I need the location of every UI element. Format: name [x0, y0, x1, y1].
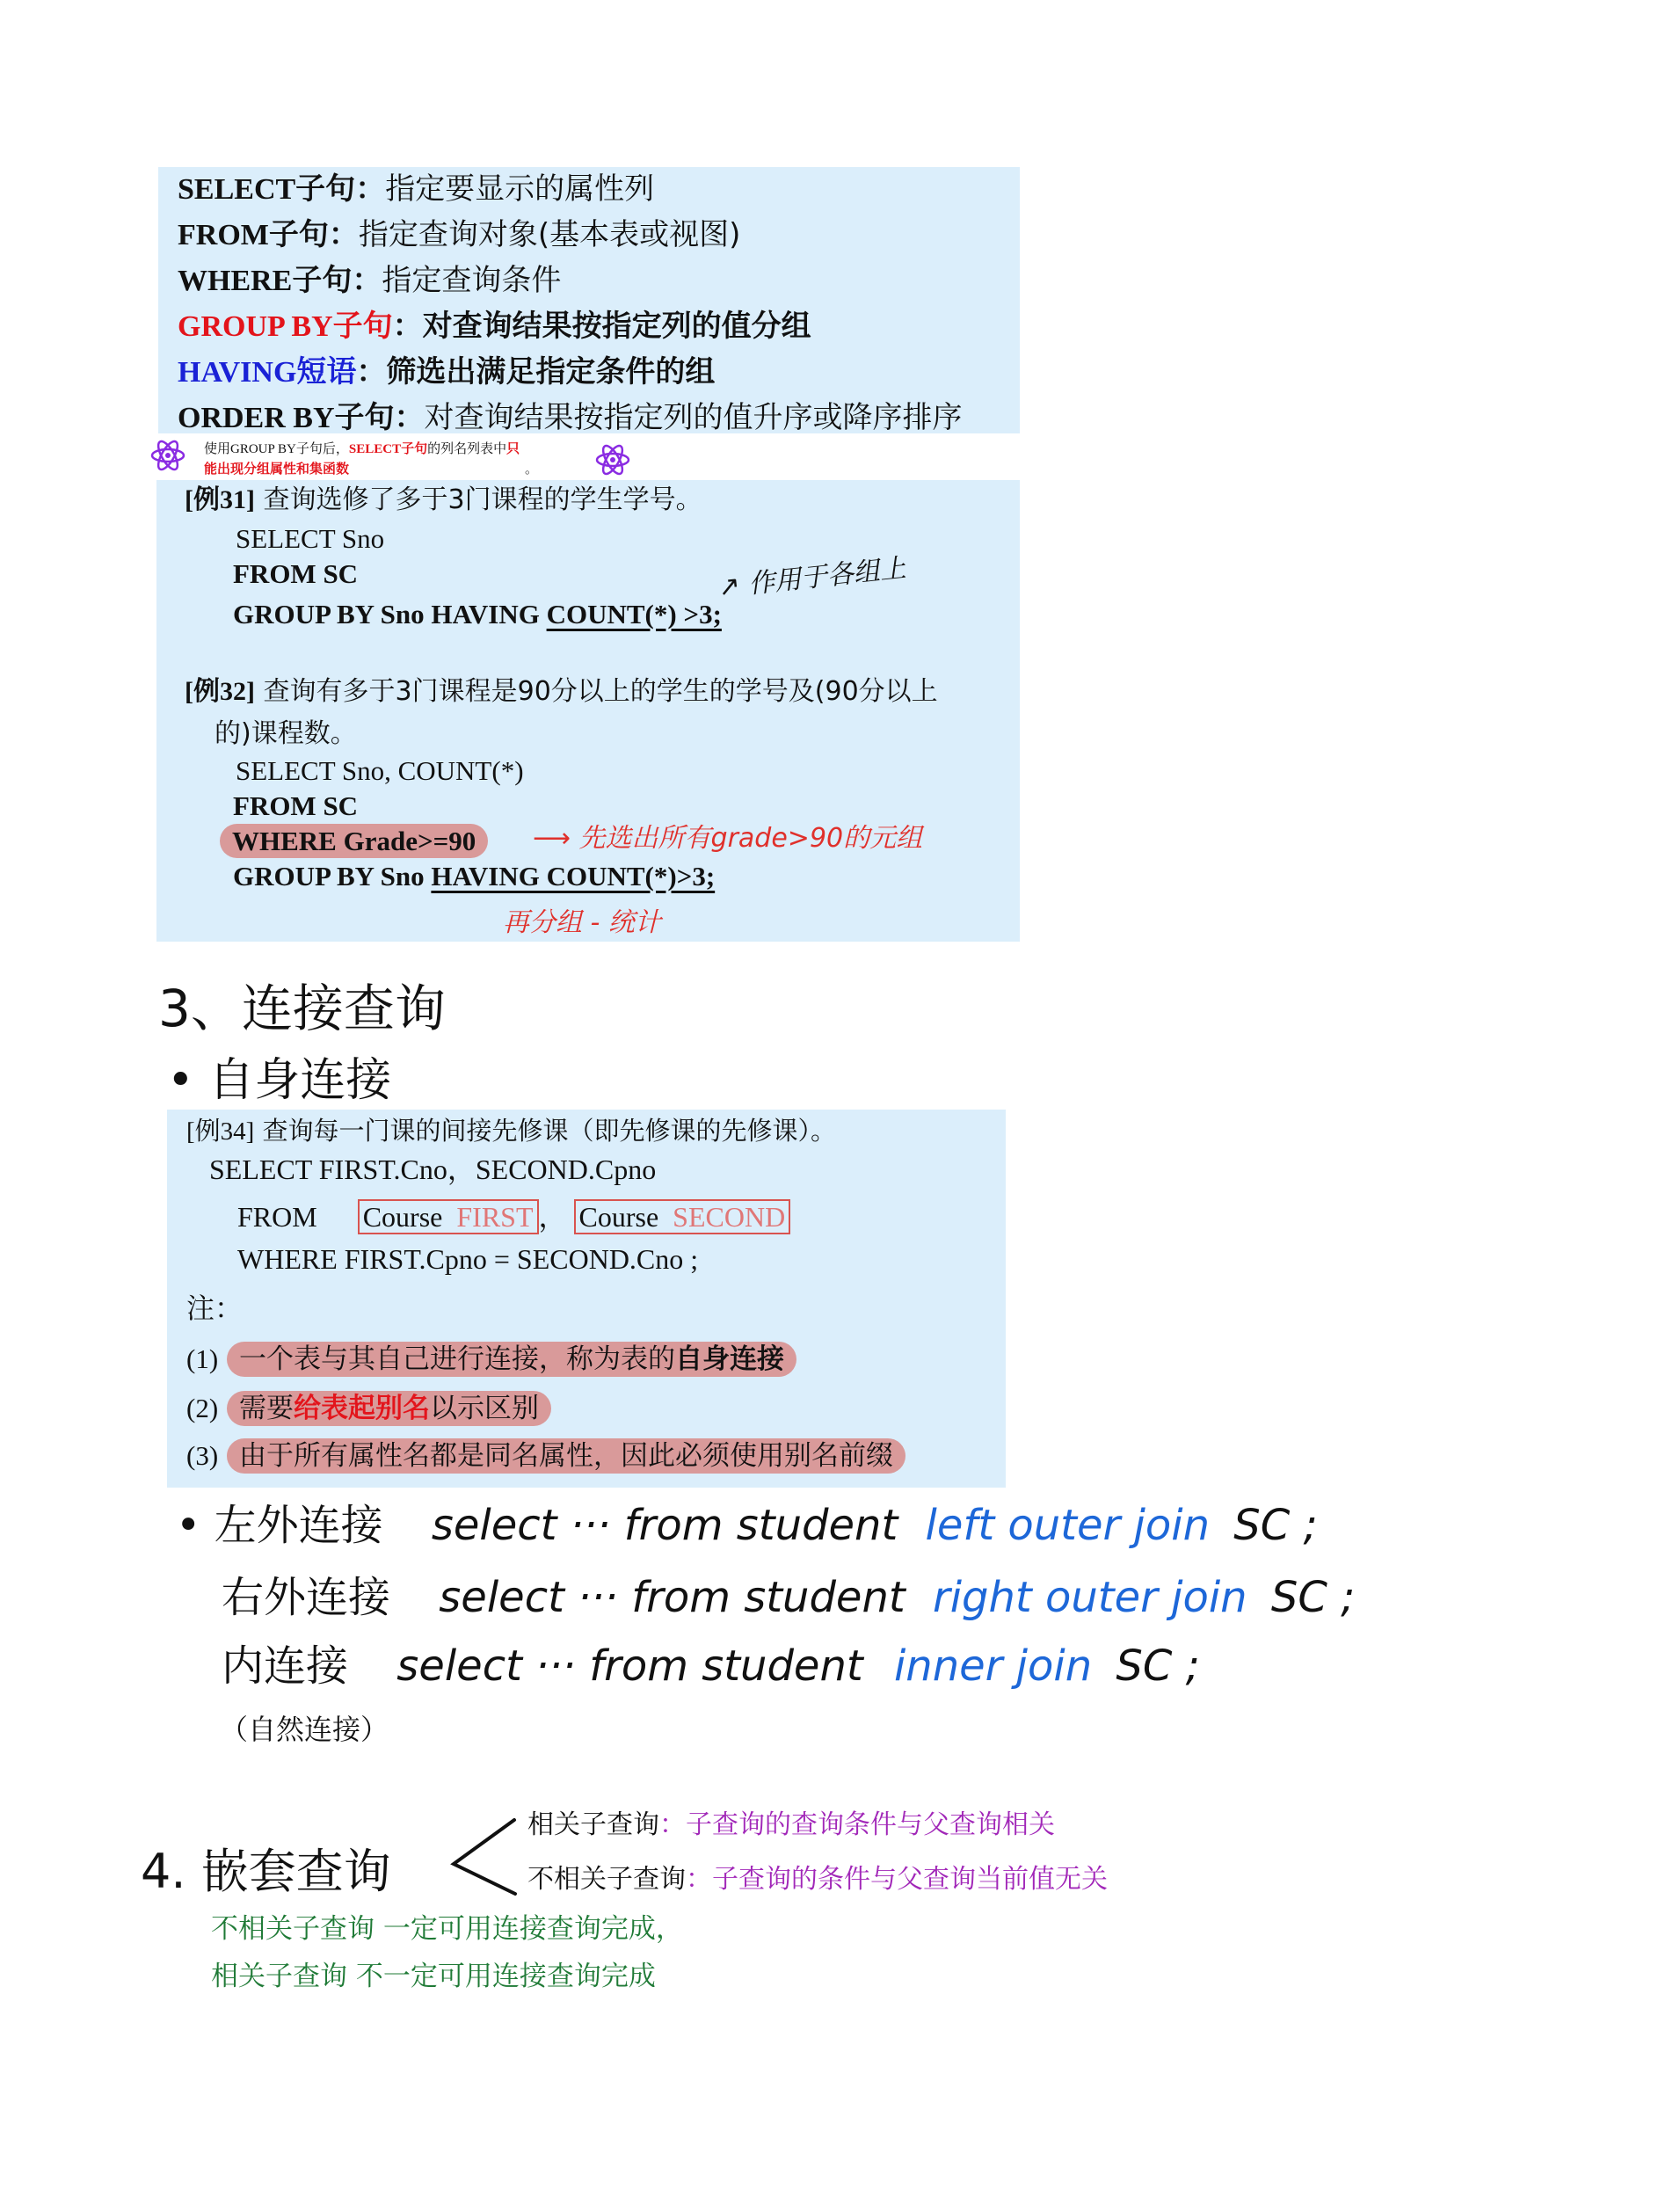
clause-having: HAVING短语：筛选出满足指定条件的组	[178, 354, 716, 389]
ex34-note-3: (3) 由于所有属性名都是同名属性，因此必须使用别名前缀	[186, 1437, 905, 1475]
ex32-where-annotation: ⟶ 先选出所有grade>90的元组	[533, 823, 923, 854]
ex31-title: [例31] 查询选修了多于3门课程的学生学号。	[185, 484, 702, 515]
correlated-subquery: 相关子查询：子查询的查询条件与父查询相关	[527, 1809, 1055, 1840]
ex32-select: SELECT Sno, COUNT(*)	[236, 755, 524, 786]
clause-from: FROM子句：指定查询对象(基本表或视图)	[178, 217, 741, 252]
ex32-title-cont: 的)课程数。	[215, 718, 357, 749]
noncorrelated-subquery: 不相关子查询：子查询的条件与父查询当前值无关	[527, 1864, 1108, 1895]
table-alias-first: Course FIRST	[358, 1199, 539, 1234]
join-left-outer: • 左外连接 select ··· from student left outer join SC ;	[176, 1501, 1318, 1550]
natural-join-note: （自然连接）	[220, 1713, 389, 1746]
ex34-title: [例34] 查询每一门课的间接先修课（即先修课的先修课）。	[186, 1116, 837, 1146]
join-right-outer: 右外连接 select ··· from student right outer join SC ;	[222, 1573, 1356, 1622]
ex34-select: SELECT FIRST.Cno，SECOND.Cpno	[209, 1154, 657, 1185]
heading-nested-query: 4. 嵌套查询	[141, 1844, 391, 1899]
ex34-from: FROM Course FIRST ， Course SECOND	[237, 1197, 790, 1236]
bracket-icon	[448, 1813, 519, 1901]
clause-group-by: GROUP BY子句：对查询结果按指定列的值分组	[178, 309, 811, 344]
clause-order-by: ORDER BY子句：对查询结果按指定列的值升序或降序排序	[178, 400, 963, 435]
ex31-group: GROUP BY Sno HAVING COUNT(*) >3;	[233, 599, 722, 630]
ex31-from: FROM SC	[233, 558, 359, 589]
clause-where: WHERE子句：指定查询条件	[178, 263, 562, 298]
ex34-where: WHERE FIRST.Cpno = SECOND.Cno ;	[237, 1243, 699, 1275]
bullet-self-join: • 自身连接	[167, 1054, 392, 1107]
clause-select: SELECT子句：指定要显示的属性列	[178, 171, 655, 207]
ex31-annotation: ↗ 作用于各组上	[716, 552, 908, 604]
ex31-select: SELECT Sno	[236, 523, 385, 554]
heading-join-query: 3、连接查询	[158, 979, 446, 1038]
table-alias-second: Course SECOND	[574, 1199, 791, 1234]
green-note-2: 相关子查询 不一定可用连接查询完成	[211, 1961, 656, 1992]
atom-icon	[149, 437, 186, 477]
ex32-group: GROUP BY Sno HAVING COUNT(*)>3;	[233, 861, 716, 892]
ex32-title: [例32] 查询有多于3门课程是90分以上的学生的学号及(90分以上	[185, 676, 938, 707]
green-note-1: 不相关子查询 一定可用连接查询完成，	[211, 1913, 683, 1945]
ex34-note-title: 注：	[186, 1292, 244, 1325]
ex32-where: WHERE Grade>=90	[220, 823, 488, 860]
join-inner: 内连接 select ··· from student inner join SC ;	[222, 1641, 1200, 1691]
ex32-from: FROM SC	[233, 790, 359, 821]
atom-icon	[594, 441, 631, 482]
ex34-note-2: (2) 需要给表起别名以示区别	[186, 1389, 551, 1428]
ex32-group-annotation: 再分组 - 统计	[503, 907, 661, 938]
ex34-note-1: (1) 一个表与其自己进行连接，称为表的自身连接	[186, 1340, 796, 1379]
group-by-note: 使用GROUP BY子句后，SELECT子句的列名列表中只 能出现分组属性和集函数 。	[204, 440, 539, 477]
